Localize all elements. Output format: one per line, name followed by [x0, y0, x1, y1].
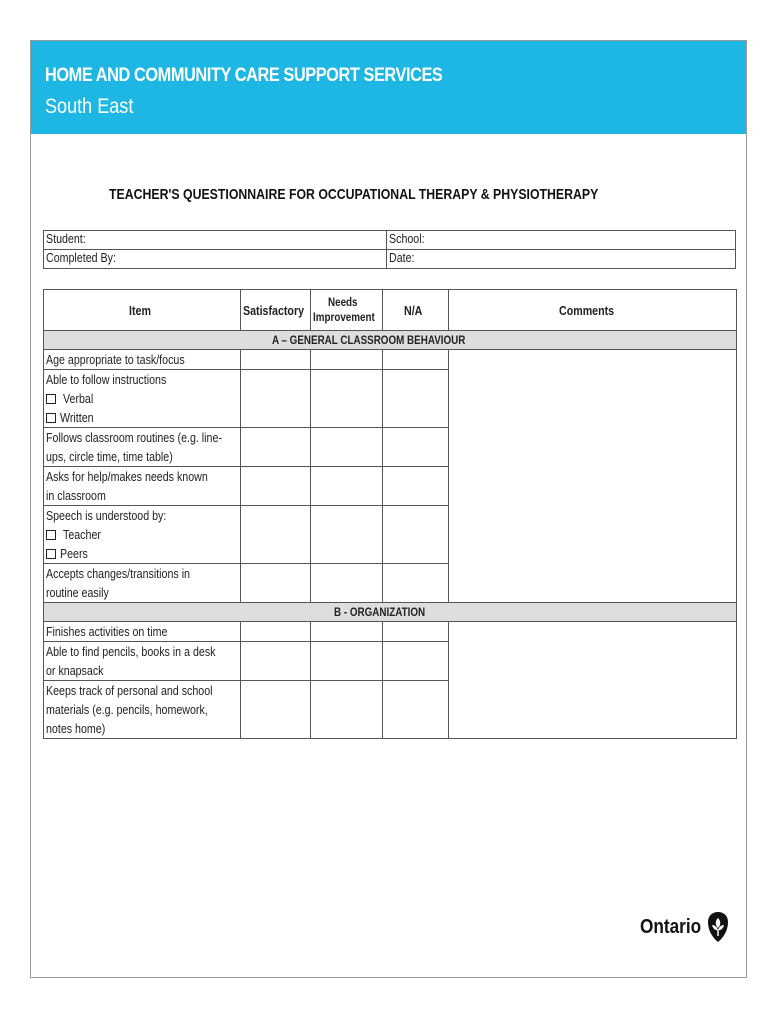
- checkbox[interactable]: [46, 413, 56, 423]
- comments-cell[interactable]: [449, 622, 737, 739]
- na-header: N/A: [383, 290, 449, 331]
- checkbox[interactable]: [46, 530, 56, 540]
- na-cell[interactable]: [383, 622, 449, 642]
- item-text: ups, circle time, time table): [46, 449, 173, 464]
- header-banner: [31, 41, 746, 134]
- student-info-table: [43, 230, 736, 269]
- needs-improvement-cell[interactable]: [311, 467, 383, 506]
- na-cell[interactable]: [383, 428, 449, 467]
- satisfactory-cell[interactable]: [241, 622, 311, 642]
- item-cell: [44, 428, 241, 467]
- needs-improvement-header: Needs Improvement: [311, 290, 383, 331]
- section-header-row: [44, 331, 737, 350]
- completed-by-field[interactable]: Completed By:: [44, 250, 387, 269]
- comments-header: Comments: [449, 290, 737, 331]
- needs-improvement-cell[interactable]: [311, 642, 383, 681]
- item-text: routine easily: [46, 585, 109, 600]
- na-cell[interactable]: [383, 467, 449, 506]
- ontario-wordmark: Ontario: [640, 916, 702, 938]
- item-text: Follows classroom routines (e.g. line-: [46, 430, 222, 445]
- questionnaire-table: [43, 289, 737, 739]
- checkbox-label: Teacher: [63, 527, 101, 542]
- item-cell: [44, 642, 241, 681]
- item-text: Asks for help/makes needs known: [46, 469, 208, 484]
- satisfactory-header: Satisfactory: [241, 290, 311, 331]
- item-text: Able to find pencils, books in a desk: [46, 644, 216, 659]
- section-a: [44, 331, 737, 603]
- satisfactory-cell[interactable]: [241, 642, 311, 681]
- student-field[interactable]: Student:: [44, 231, 387, 250]
- form-title: TEACHER'S QUESTIONNAIRE FOR OCCUPATIONAL THERAPY & PHYSIOTHERAPY: [109, 186, 599, 203]
- needs-improvement-cell[interactable]: [311, 506, 383, 564]
- needs-improvement-cell[interactable]: [311, 370, 383, 428]
- section-title: A – GENERAL CLASSROOM BEHAVIOUR: [44, 331, 737, 350]
- organization-name: HOME AND COMMUNITY CARE SUPPORT SERVICES: [45, 65, 443, 86]
- checkbox-label: Verbal: [63, 391, 94, 406]
- checkbox[interactable]: [46, 394, 56, 404]
- item-text: or knapsack: [46, 663, 104, 678]
- satisfactory-cell[interactable]: [241, 564, 311, 603]
- questionnaire-row: [44, 350, 737, 370]
- item-cell: [44, 467, 241, 506]
- item-cell: [44, 564, 241, 603]
- item-text: Able to follow instructions: [46, 372, 167, 387]
- ontario-trillium-icon: [707, 911, 729, 943]
- needs-improvement-cell[interactable]: [311, 681, 383, 739]
- na-cell[interactable]: [383, 350, 449, 370]
- na-cell[interactable]: [383, 506, 449, 564]
- needs-improvement-cell[interactable]: [311, 564, 383, 603]
- item-header: Item: [44, 290, 241, 331]
- item-cell: [44, 506, 241, 564]
- item-cell: [44, 622, 241, 642]
- na-cell[interactable]: [383, 370, 449, 428]
- item-text: Keeps track of personal and school: [46, 683, 213, 698]
- satisfactory-cell[interactable]: [241, 350, 311, 370]
- needs-improvement-cell[interactable]: [311, 350, 383, 370]
- item-text: Age appropriate to task/focus: [46, 352, 185, 367]
- school-field[interactable]: School:: [386, 231, 735, 250]
- satisfactory-cell[interactable]: [241, 370, 311, 428]
- na-cell[interactable]: [383, 564, 449, 603]
- item-text: Finishes activities on time: [46, 624, 168, 639]
- item-cell: [44, 370, 241, 428]
- item-text: Accepts changes/transitions in: [46, 566, 190, 581]
- item-text: materials (e.g. pencils, homework,: [46, 702, 208, 717]
- region-name: South East: [45, 95, 134, 118]
- item-text: notes home): [46, 721, 106, 736]
- needs-improvement-cell[interactable]: [311, 428, 383, 467]
- item-text: Speech is understood by:: [46, 508, 167, 523]
- form-page: [30, 40, 747, 978]
- checkbox[interactable]: [46, 549, 56, 559]
- needs-improvement-cell[interactable]: [311, 622, 383, 642]
- section-b: [44, 603, 737, 739]
- satisfactory-cell[interactable]: [241, 467, 311, 506]
- item-cell: [44, 350, 241, 370]
- section-title: B - ORGANIZATION: [44, 603, 737, 622]
- satisfactory-cell[interactable]: [241, 506, 311, 564]
- section-header-row: [44, 603, 737, 622]
- questionnaire-row: [44, 622, 737, 642]
- header-row: [44, 290, 737, 331]
- satisfactory-cell[interactable]: [241, 681, 311, 739]
- na-cell[interactable]: [383, 681, 449, 739]
- item-text: in classroom: [46, 488, 106, 503]
- checkbox-label: Peers: [60, 546, 88, 561]
- date-field[interactable]: Date:: [386, 250, 735, 269]
- na-cell[interactable]: [383, 642, 449, 681]
- satisfactory-cell[interactable]: [241, 428, 311, 467]
- item-cell: [44, 681, 241, 739]
- comments-cell[interactable]: [449, 350, 737, 603]
- checkbox-label: Written: [60, 410, 94, 425]
